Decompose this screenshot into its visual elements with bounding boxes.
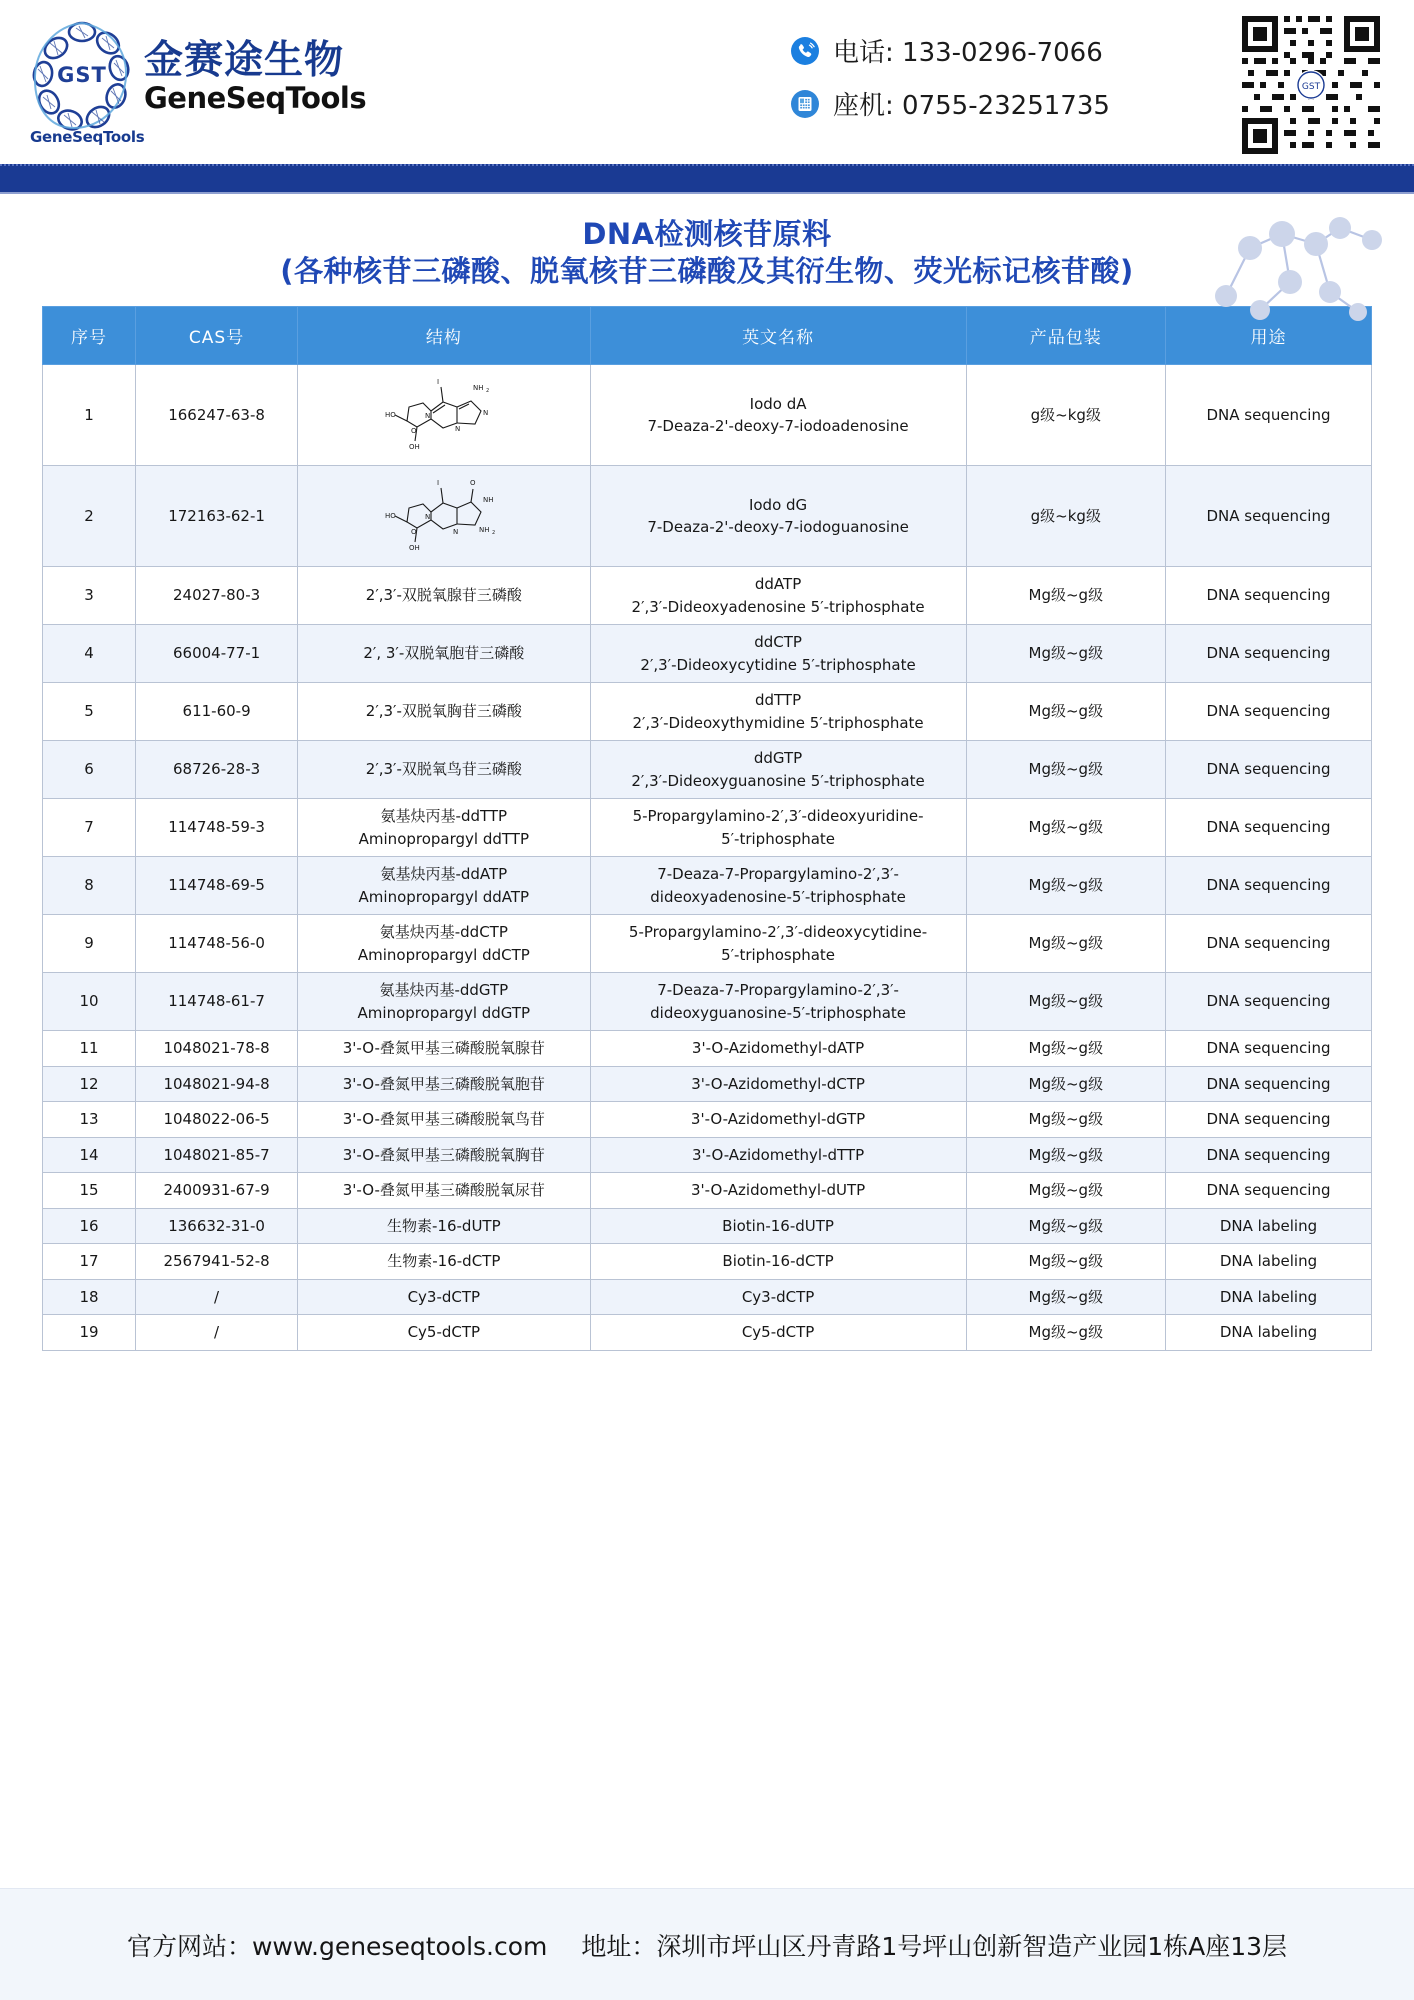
table-row bbox=[43, 466, 1372, 567]
brand-name-en: GeneSeqTools bbox=[144, 81, 367, 115]
cell-cas-number: / bbox=[136, 1315, 298, 1351]
svg-text:OH: OH bbox=[408, 544, 420, 553]
cell-use: DNA sequencing bbox=[1165, 683, 1371, 741]
cell-serial-number: 12 bbox=[43, 1066, 136, 1102]
cell-english-name: 7-Deaza-7-Propargylamino-2′,3′- dideoxyadenosine-5′-triphosphate bbox=[590, 857, 966, 915]
cell-serial-number: 16 bbox=[43, 1208, 136, 1244]
cell-cas-number: 114748-61-7 bbox=[136, 973, 298, 1031]
svg-text:I: I bbox=[436, 378, 439, 387]
cell-use: DNA sequencing bbox=[1165, 625, 1371, 683]
cell-english-name: Cy5-dCTP bbox=[590, 1315, 966, 1351]
cell-serial-number: 8 bbox=[43, 857, 136, 915]
svg-text:O: O bbox=[410, 528, 417, 537]
table-header-row bbox=[43, 307, 1372, 365]
cell-packaging: Mg级~g级 bbox=[966, 1102, 1165, 1138]
svg-text:GST: GST bbox=[1301, 82, 1321, 92]
svg-text:N: N bbox=[424, 412, 431, 421]
page-subtitle: (各种核苷三磷酸、脱氧核苷三磷酸及其衍生物、荧光标记核苷酸) bbox=[280, 254, 1134, 289]
brand-divider-bar bbox=[0, 164, 1414, 194]
cell-packaging: Mg级~g级 bbox=[966, 857, 1165, 915]
dna-circle-icon bbox=[30, 18, 134, 136]
cell-structure: 氨基炔丙基-ddCTP Aminopropargyl ddCTP bbox=[298, 915, 590, 973]
page-header bbox=[0, 0, 1414, 164]
cell-cas-number: 1048022-06-5 bbox=[136, 1102, 298, 1138]
cell-cas-number: / bbox=[136, 1279, 298, 1315]
footer-address: 地址：深圳市坪山区丹青路1号坪山创新智造产业园1栋A座13层 bbox=[581, 1931, 1288, 1961]
cell-english-name: Biotin-16-dCTP bbox=[590, 1244, 966, 1280]
cell-english-name: 3'-O-Azidomethyl-dUTP bbox=[590, 1173, 966, 1209]
cell-structure: 3'-O-叠氮甲基三磷酸脱氧胸苷 bbox=[298, 1137, 590, 1173]
cell-structure: 2′,3′-双脱氧腺苷三磷酸 bbox=[298, 567, 590, 625]
table-row bbox=[43, 857, 1372, 915]
cell-structure: 生物素-16-dCTP bbox=[298, 1244, 590, 1280]
cell-english-name: Biotin-16-dUTP bbox=[590, 1208, 966, 1244]
table-row bbox=[43, 741, 1372, 799]
table-row bbox=[43, 1066, 1372, 1102]
brand-logo bbox=[30, 14, 366, 136]
table-row bbox=[43, 683, 1372, 741]
cell-serial-number: 9 bbox=[43, 915, 136, 973]
svg-text:O: O bbox=[410, 427, 417, 436]
table-row bbox=[43, 567, 1372, 625]
cell-cas-number: 1048021-85-7 bbox=[136, 1137, 298, 1173]
cell-cas-number: 2567941-52-8 bbox=[136, 1244, 298, 1280]
table-row bbox=[43, 1279, 1372, 1315]
cell-english-name: Iodo dG 7-Deaza-2'-deoxy-7-iodoguanosine bbox=[590, 466, 966, 567]
cell-packaging: Mg级~g级 bbox=[966, 625, 1165, 683]
contact-info bbox=[790, 32, 1110, 122]
svg-text:N: N bbox=[452, 528, 459, 537]
cell-use: DNA labeling bbox=[1165, 1315, 1371, 1351]
table-body bbox=[43, 365, 1372, 1351]
cell-serial-number: 4 bbox=[43, 625, 136, 683]
cell-serial-number: 3 bbox=[43, 567, 136, 625]
cell-cas-number: 24027-80-3 bbox=[136, 567, 298, 625]
cell-serial-number: 13 bbox=[43, 1102, 136, 1138]
cell-structure: 2′, 3′-双脱氧胞苷三磷酸 bbox=[298, 625, 590, 683]
landline-icon bbox=[790, 89, 820, 119]
brand-name-cn: 金赛途生物 bbox=[144, 38, 345, 83]
landline-number: 座机: 0755-23251735 bbox=[833, 91, 1110, 121]
cell-use: DNA sequencing bbox=[1165, 1137, 1371, 1173]
cell-packaging: Mg级~g级 bbox=[966, 915, 1165, 973]
cell-use: DNA sequencing bbox=[1165, 567, 1371, 625]
cell-packaging: Mg级~g级 bbox=[966, 1137, 1165, 1173]
cell-use: DNA labeling bbox=[1165, 1244, 1371, 1280]
cell-cas-number: 1048021-78-8 bbox=[136, 1031, 298, 1067]
cell-structure: 3'-O-叠氮甲基三磷酸脱氧尿苷 bbox=[298, 1173, 590, 1209]
cell-english-name: 5-Propargylamino-2′,3′-dideoxycytidine- 5′-triphosphate bbox=[590, 915, 966, 973]
cell-use: DNA sequencing bbox=[1165, 1031, 1371, 1067]
contact-row-mobile bbox=[790, 32, 1110, 69]
cell-packaging: Mg级~g级 bbox=[966, 1173, 1165, 1209]
table-row bbox=[43, 799, 1372, 857]
cell-structure: 3'-O-叠氮甲基三磷酸脱氧鸟苷 bbox=[298, 1102, 590, 1138]
cell-packaging: Mg级~g级 bbox=[966, 1031, 1165, 1067]
cell-english-name: Cy3-dCTP bbox=[590, 1279, 966, 1315]
table-row bbox=[43, 1208, 1372, 1244]
cell-cas-number: 166247-63-8 bbox=[136, 365, 298, 466]
cell-serial-number: 11 bbox=[43, 1031, 136, 1067]
phone-number: 电话: 133-0296-7066 bbox=[833, 38, 1103, 68]
svg-text:NH: NH bbox=[472, 384, 484, 393]
cell-english-name: 3'-O-Azidomethyl-dCTP bbox=[590, 1066, 966, 1102]
svg-text:HO: HO bbox=[384, 411, 396, 420]
svg-text:O: O bbox=[469, 479, 476, 488]
table-row bbox=[43, 1244, 1372, 1280]
column-header-structure: 结构 bbox=[298, 307, 590, 365]
product-table-wrap bbox=[0, 300, 1414, 1351]
brand-name-sub: GeneSeqTools bbox=[30, 128, 145, 146]
svg-text:NH: NH bbox=[482, 496, 494, 505]
cell-english-name: ddCTP 2′,3′-Dideoxycytidine 5′-triphosphate bbox=[590, 625, 966, 683]
cell-structure: 3'-O-叠氮甲基三磷酸脱氧腺苷 bbox=[298, 1031, 590, 1067]
cell-serial-number: 5 bbox=[43, 683, 136, 741]
svg-text:GST: GST bbox=[57, 63, 107, 87]
column-header-cas: CAS号 bbox=[136, 307, 298, 365]
contact-row-landline bbox=[790, 85, 1110, 122]
cell-use: DNA sequencing bbox=[1165, 365, 1371, 466]
cell-use: DNA labeling bbox=[1165, 1279, 1371, 1315]
cell-cas-number: 114748-59-3 bbox=[136, 799, 298, 857]
cell-serial-number: 10 bbox=[43, 973, 136, 1031]
phone-icon bbox=[790, 36, 820, 66]
column-header-english-name: 英文名称 bbox=[590, 307, 966, 365]
cell-packaging: Mg级~g级 bbox=[966, 1315, 1165, 1351]
cell-structure bbox=[298, 365, 590, 466]
cell-serial-number: 19 bbox=[43, 1315, 136, 1351]
column-header-no: 序号 bbox=[43, 307, 136, 365]
cell-english-name: ddGTP 2′,3′-Dideoxyguanosine 5′-triphosphate bbox=[590, 741, 966, 799]
cell-serial-number: 1 bbox=[43, 365, 136, 466]
svg-text:N: N bbox=[482, 409, 489, 418]
page-title: DNA检测核苷原料 bbox=[582, 217, 832, 251]
cell-structure: 生物素-16-dUTP bbox=[298, 1208, 590, 1244]
svg-text:NH: NH bbox=[478, 526, 490, 535]
cell-packaging: Mg级~g级 bbox=[966, 741, 1165, 799]
cell-use: DNA sequencing bbox=[1165, 1066, 1371, 1102]
cell-structure: 氨基炔丙基-ddTTP Aminopropargyl ddTTP bbox=[298, 799, 590, 857]
cell-structure: 氨基炔丙基-ddGTP Aminopropargyl ddGTP bbox=[298, 973, 590, 1031]
table-row bbox=[43, 973, 1372, 1031]
cell-cas-number: 2400931-67-9 bbox=[136, 1173, 298, 1209]
page-title-area bbox=[0, 194, 1414, 300]
cell-use: DNA sequencing bbox=[1165, 1102, 1371, 1138]
cell-serial-number: 17 bbox=[43, 1244, 136, 1280]
table-row bbox=[43, 1102, 1372, 1138]
cell-serial-number: 6 bbox=[43, 741, 136, 799]
cell-serial-number: 15 bbox=[43, 1173, 136, 1209]
cell-structure: 2′,3′-双脱氧胸苷三磷酸 bbox=[298, 683, 590, 741]
cell-packaging: Mg级~g级 bbox=[966, 1066, 1165, 1102]
product-table bbox=[42, 306, 1372, 1351]
cell-use: DNA sequencing bbox=[1165, 741, 1371, 799]
table-row bbox=[43, 365, 1372, 466]
svg-text:OH: OH bbox=[408, 443, 420, 452]
table-row bbox=[43, 915, 1372, 973]
cell-packaging: Mg级~g级 bbox=[966, 683, 1165, 741]
cell-cas-number: 114748-69-5 bbox=[136, 857, 298, 915]
cell-structure bbox=[298, 466, 590, 567]
cell-english-name: 3'-O-Azidomethyl-dTTP bbox=[590, 1137, 966, 1173]
table-row bbox=[43, 1137, 1372, 1173]
cell-packaging: g级~kg级 bbox=[966, 365, 1165, 466]
cell-cas-number: 68726-28-3 bbox=[136, 741, 298, 799]
cell-use: DNA sequencing bbox=[1165, 857, 1371, 915]
cell-english-name: 3'-O-Azidomethyl-dGTP bbox=[590, 1102, 966, 1138]
cell-packaging: g级~kg级 bbox=[966, 466, 1165, 567]
cell-packaging: Mg级~g级 bbox=[966, 1208, 1165, 1244]
cell-cas-number: 66004-77-1 bbox=[136, 625, 298, 683]
cell-english-name: ddTTP 2′,3′-Dideoxythymidine 5′-triphosphate bbox=[590, 683, 966, 741]
cell-serial-number: 14 bbox=[43, 1137, 136, 1173]
cell-structure: 2′,3′-双脱氧鸟苷三磷酸 bbox=[298, 741, 590, 799]
cell-packaging: Mg级~g级 bbox=[966, 973, 1165, 1031]
cell-english-name: 3'-O-Azidomethyl-dATP bbox=[590, 1031, 966, 1067]
cell-english-name: ddATP 2′,3′-Dideoxyadenosine 5′-triphosphate bbox=[590, 567, 966, 625]
svg-text:N: N bbox=[424, 513, 431, 522]
cell-structure: Cy3-dCTP bbox=[298, 1279, 590, 1315]
cell-packaging: Mg级~g级 bbox=[966, 1244, 1165, 1280]
cell-use: DNA labeling bbox=[1165, 1208, 1371, 1244]
column-header-use: 用途 bbox=[1165, 307, 1371, 365]
qr-code-icon bbox=[1236, 10, 1386, 160]
table-row bbox=[43, 1173, 1372, 1209]
cell-structure: Cy5-dCTP bbox=[298, 1315, 590, 1351]
table-row bbox=[43, 1315, 1372, 1351]
cell-use: DNA sequencing bbox=[1165, 973, 1371, 1031]
cell-serial-number: 7 bbox=[43, 799, 136, 857]
svg-text:I: I bbox=[436, 479, 439, 488]
cell-structure: 氨基炔丙基-ddATP Aminopropargyl ddATP bbox=[298, 857, 590, 915]
cell-english-name: 5-Propargylamino-2′,3′-dideoxyuridine- 5′-triphosphate bbox=[590, 799, 966, 857]
cell-packaging: Mg级~g级 bbox=[966, 799, 1165, 857]
cell-cas-number: 114748-56-0 bbox=[136, 915, 298, 973]
cell-serial-number: 18 bbox=[43, 1279, 136, 1315]
cell-use: DNA sequencing bbox=[1165, 915, 1371, 973]
cell-cas-number: 172163-62-1 bbox=[136, 466, 298, 567]
cell-use: DNA sequencing bbox=[1165, 1173, 1371, 1209]
cell-packaging: Mg级~g级 bbox=[966, 1279, 1165, 1315]
column-header-packaging: 产品包装 bbox=[966, 307, 1165, 365]
footer-content bbox=[127, 1927, 1287, 1963]
cell-cas-number: 136632-31-0 bbox=[136, 1208, 298, 1244]
page-footer bbox=[0, 1888, 1414, 2000]
cell-cas-number: 1048021-94-8 bbox=[136, 1066, 298, 1102]
cell-english-name: Iodo dA 7-Deaza-2'-deoxy-7-iodoadenosine bbox=[590, 365, 966, 466]
cell-cas-number: 611-60-9 bbox=[136, 683, 298, 741]
svg-text:2: 2 bbox=[491, 530, 496, 537]
cell-english-name: 7-Deaza-7-Propargylamino-2′,3′- dideoxyguanosine-5′-triphosphate bbox=[590, 973, 966, 1031]
cell-use: DNA sequencing bbox=[1165, 466, 1371, 567]
footer-website[interactable]: 官方网站：www.geneseqtools.com bbox=[126, 1931, 548, 1961]
table-row bbox=[43, 625, 1372, 683]
cell-use: DNA sequencing bbox=[1165, 799, 1371, 857]
svg-text:HO: HO bbox=[384, 512, 396, 521]
svg-text:N: N bbox=[454, 425, 461, 434]
cell-packaging: Mg级~g级 bbox=[966, 567, 1165, 625]
svg-text:2: 2 bbox=[485, 388, 490, 395]
cell-structure: 3'-O-叠氮甲基三磷酸脱氧胞苷 bbox=[298, 1066, 590, 1102]
table-row bbox=[43, 1031, 1372, 1067]
cell-serial-number: 2 bbox=[43, 466, 136, 567]
